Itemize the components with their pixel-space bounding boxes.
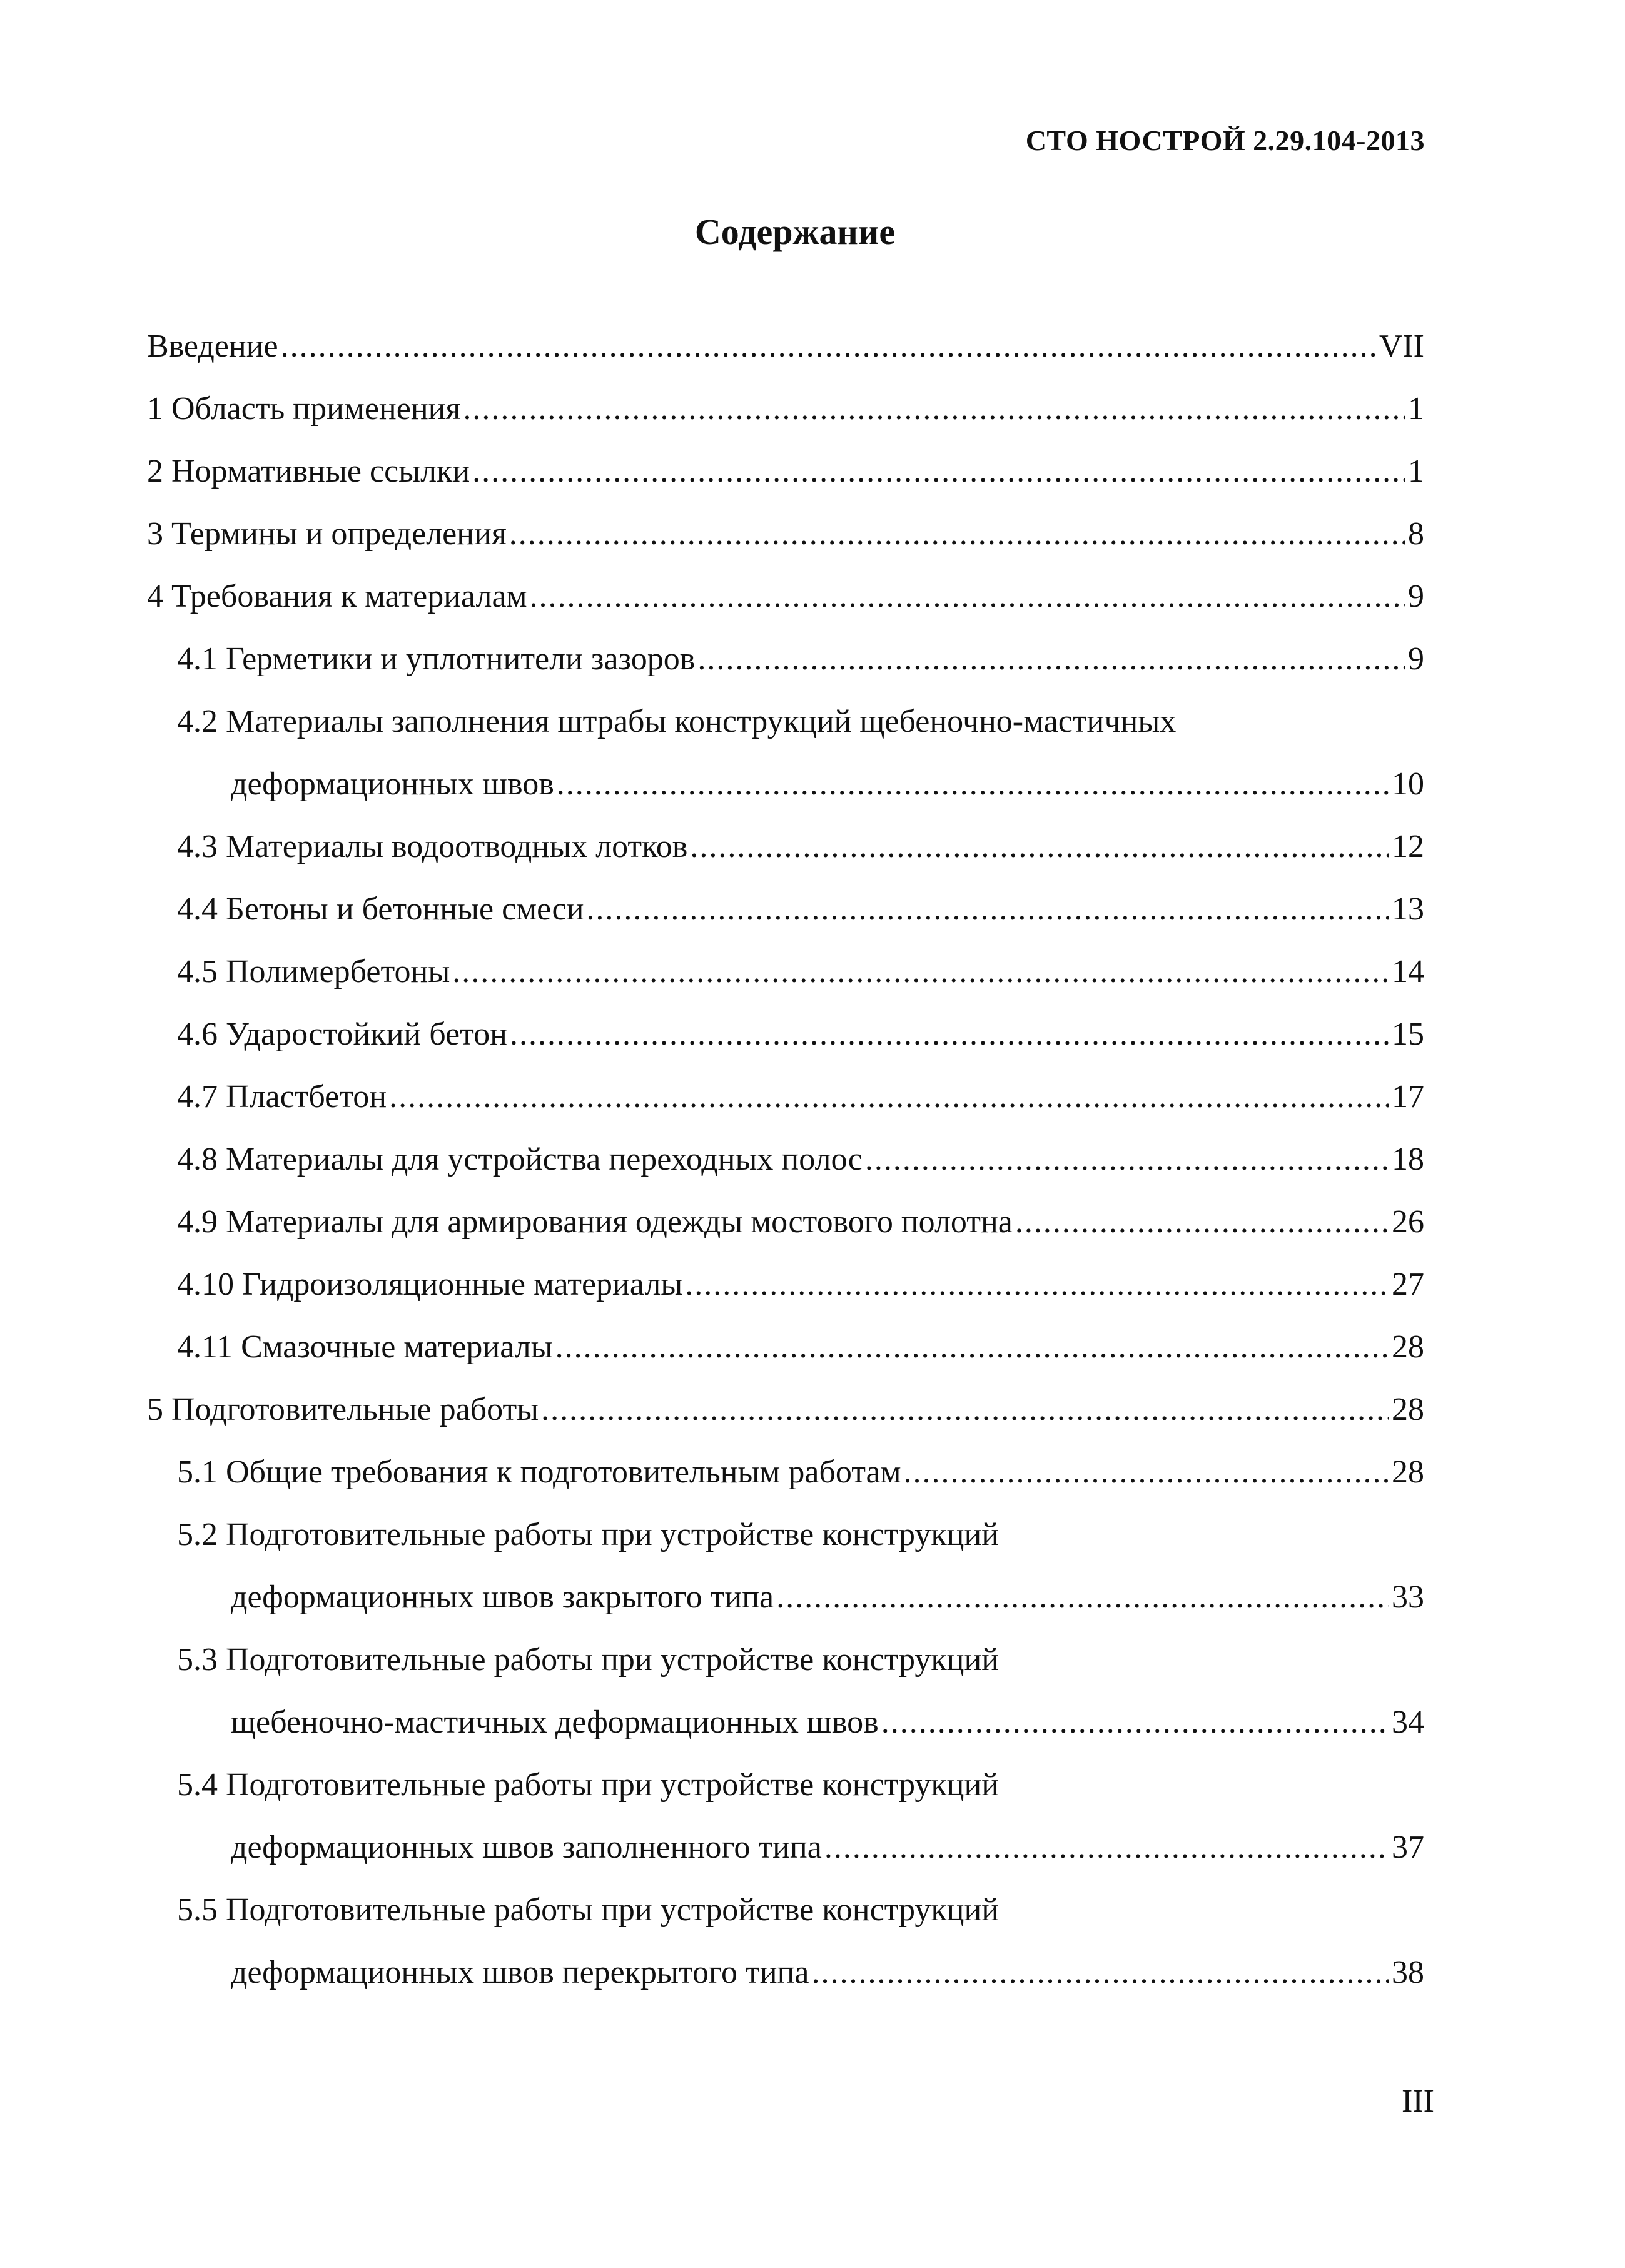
toc-entry	[147, 440, 1424, 503]
toc-entry-continuation	[147, 1566, 1424, 1629]
toc-entry-page: 34	[1392, 1704, 1424, 1740]
toc-entry-page: 33	[1392, 1579, 1424, 1615]
toc-leader-dots	[510, 1003, 1389, 1066]
toc-leader-dots	[452, 941, 1389, 1003]
toc-leader-dots	[685, 1253, 1389, 1316]
toc-leader-dots	[472, 440, 1405, 503]
toc-entry-page: 1	[1408, 453, 1424, 489]
toc-entry-label: 4.2 Материалы заполнения штрабы конструкций щебеночно-мастичных	[177, 704, 1177, 739]
toc-entry-label: 4.8 Материалы для устройства переходных полос	[177, 1142, 863, 1177]
toc-entry-label: 5.2 Подготовительные работы при устройстве конструкций	[177, 1517, 1000, 1552]
toc-entry-label: 4.6 Ударостойкий бетон	[177, 1016, 507, 1052]
toc-entry	[147, 1879, 1424, 1941]
toc-entry	[147, 503, 1424, 565]
toc-leader-dots	[881, 1691, 1389, 1754]
toc-entry	[147, 565, 1424, 628]
toc-entry-label: 4.10 Гидроизоляционные материалы	[177, 1267, 683, 1302]
toc-leader-dots	[690, 816, 1389, 878]
toc-entry-label: 4.1 Герметики и уплотнители зазоров	[177, 641, 696, 677]
toc-entry-page: 37	[1392, 1830, 1424, 1865]
toc-entry-label: 4.4 Бетоны и бетонные смеси	[177, 891, 584, 927]
page-number: III	[1402, 2083, 1434, 2119]
toc-entry-label: 4.11 Смазочные материалы	[177, 1329, 553, 1365]
toc-leader-dots	[1015, 1191, 1389, 1253]
toc-entry	[147, 315, 1424, 378]
toc-entry	[147, 1003, 1424, 1066]
toc-entry-label: 5 Подготовительные работы	[147, 1392, 539, 1427]
toc-entry	[147, 378, 1424, 440]
toc-entry	[147, 1066, 1424, 1128]
toc-entry-label: Введение	[147, 328, 278, 364]
page-title: Содержание	[694, 211, 896, 252]
document-code: СТО НОСТРОЙ 2.29.104-2013	[1025, 124, 1425, 156]
toc-entry	[147, 1316, 1424, 1379]
toc-entry-page: 9	[1408, 641, 1424, 677]
toc-entry-page: 13	[1392, 891, 1424, 927]
toc-entry-page: 28	[1392, 1454, 1424, 1490]
toc-entry	[147, 1629, 1424, 1691]
toc-entry-page: 9	[1408, 579, 1424, 614]
toc-entry	[147, 628, 1424, 691]
toc-entry-label: 2 Нормативные ссылки	[147, 453, 470, 489]
toc-entry-label: 5.3 Подготовительные работы при устройстве конструкций	[177, 1642, 1000, 1678]
toc-entry-page: 28	[1392, 1392, 1424, 1427]
toc-leader-dots	[389, 1066, 1389, 1128]
toc-entry-page: 8	[1408, 516, 1424, 552]
toc-entry-label: 4.3 Материалы водоотводных лотков	[177, 829, 688, 864]
toc-entry-page: 14	[1392, 954, 1424, 990]
toc-entry	[147, 1754, 1424, 1816]
toc-entry-label: 4.5 Полимербетоны	[177, 954, 450, 990]
toc-entry-label: 3 Термины и определения	[147, 516, 507, 552]
toc-entry	[147, 1128, 1424, 1191]
toc-leader-dots	[697, 628, 1405, 691]
toc-entry-continuation	[147, 753, 1424, 816]
toc-leader-dots	[463, 378, 1405, 440]
toc-leader-dots	[541, 1379, 1389, 1441]
toc-entry-page: 1	[1408, 391, 1424, 427]
table-of-contents	[147, 315, 1424, 2004]
toc-entry-label: 5.1 Общие требования к подготовительным работам	[177, 1454, 901, 1490]
toc-entry-label: 4 Требования к материалам	[147, 579, 527, 614]
toc-leader-dots	[509, 503, 1405, 565]
toc-entry	[147, 1441, 1424, 1504]
toc-entry-label-continuation: деформационных швов перекрытого типа	[231, 1955, 809, 1990]
toc-entry	[147, 691, 1424, 753]
toc-leader-dots	[865, 1128, 1389, 1191]
toc-leader-dots	[824, 1816, 1389, 1879]
toc-entry	[147, 1253, 1424, 1316]
toc-entry-page: 17	[1392, 1079, 1424, 1115]
toc-entry	[147, 1191, 1424, 1253]
toc-entry-label: 1 Область применения	[147, 391, 461, 427]
toc-entry-page: 18	[1392, 1142, 1424, 1177]
toc-leader-dots	[586, 878, 1389, 941]
toc-entry	[147, 1379, 1424, 1441]
toc-entry-page: 10	[1392, 766, 1424, 802]
toc-leader-dots	[281, 315, 1377, 378]
toc-entry-page: 15	[1392, 1016, 1424, 1052]
toc-entry-page: VII	[1379, 328, 1424, 364]
toc-leader-dots	[776, 1566, 1389, 1629]
toc-leader-dots	[530, 565, 1406, 628]
toc-entry-label-continuation: деформационных швов закрытого типа	[231, 1579, 774, 1615]
toc-entry-page: 26	[1392, 1204, 1424, 1240]
toc-entry-continuation	[147, 1691, 1424, 1754]
toc-entry-label: 4.9 Материалы для армирования одежды мостового полотна	[177, 1204, 1013, 1240]
toc-leader-dots	[555, 1316, 1389, 1379]
toc-leader-dots	[557, 753, 1389, 816]
toc-leader-dots	[904, 1441, 1389, 1504]
toc-entry-label-continuation: щебеночно-мастичных деформационных швов	[231, 1704, 879, 1740]
toc-entry-continuation	[147, 1941, 1424, 2004]
toc-entry	[147, 1504, 1424, 1566]
toc-entry-page: 28	[1392, 1329, 1424, 1365]
toc-leader-dots	[811, 1941, 1389, 2004]
toc-entry-label: 5.5 Подготовительные работы при устройстве конструкций	[177, 1892, 1000, 1928]
toc-entry-label: 5.4 Подготовительные работы при устройстве конструкций	[177, 1767, 1000, 1803]
toc-entry-label-continuation: деформационных швов	[231, 766, 554, 802]
toc-entry	[147, 878, 1424, 941]
toc-entry	[147, 941, 1424, 1003]
toc-entry-label: 4.7 Пластбетон	[177, 1079, 387, 1115]
toc-entry-page: 38	[1392, 1955, 1424, 1990]
toc-entry	[147, 816, 1424, 878]
toc-entry-continuation	[147, 1816, 1424, 1879]
toc-entry-page: 12	[1392, 829, 1424, 864]
toc-entry-label-continuation: деформационных швов заполненного типа	[231, 1830, 822, 1865]
toc-entry-page: 27	[1392, 1267, 1424, 1302]
